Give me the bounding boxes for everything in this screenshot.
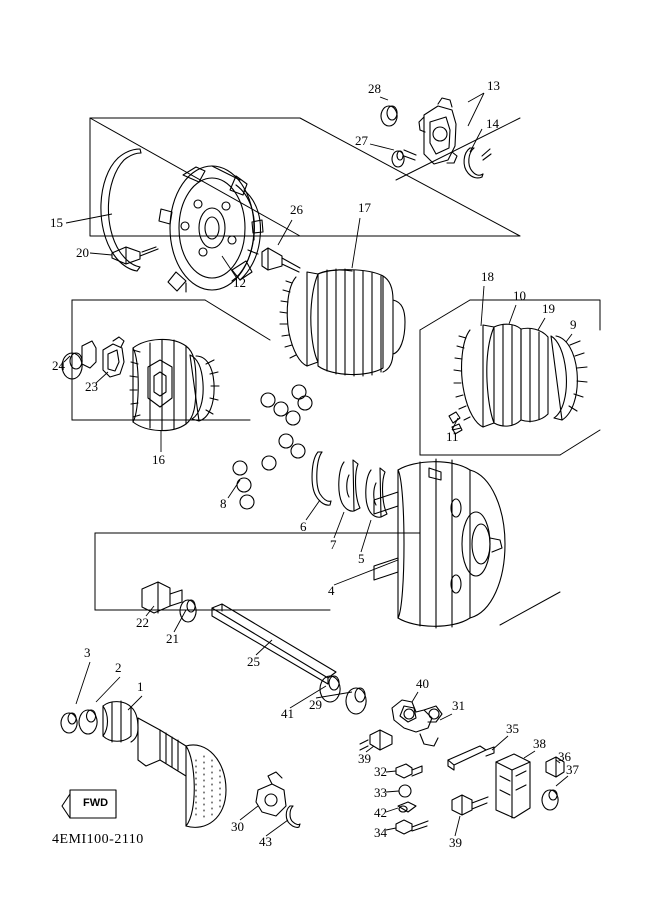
callout-39: 39	[358, 751, 371, 766]
callout-41: 41	[281, 706, 294, 721]
callout-8: 8	[220, 496, 227, 511]
callout-4: 4	[328, 583, 335, 598]
callout-38: 38	[533, 736, 546, 751]
callout-27: 27	[355, 133, 368, 148]
callout-16: 16	[152, 452, 165, 467]
callout-37: 37	[566, 762, 579, 777]
callout-24: 24	[52, 358, 65, 373]
callout-21: 21	[166, 631, 179, 646]
diagram-code: 4EMI100-2110	[52, 832, 144, 847]
callout-9: 9	[570, 317, 577, 332]
callout-25: 25	[247, 654, 260, 669]
callout-18: 18	[481, 269, 494, 284]
callout-3: 3	[84, 645, 91, 660]
callout-32: 32	[374, 764, 387, 779]
callout-23: 23	[85, 379, 98, 394]
fwd-direction-marker	[70, 790, 116, 818]
callout-26: 26	[290, 202, 303, 217]
callout-29: 29	[309, 697, 322, 712]
callout-5: 5	[358, 551, 365, 566]
callout-40: 40	[416, 676, 429, 691]
callout-15: 15	[50, 215, 63, 230]
callout-17: 17	[358, 200, 371, 215]
callout-2: 2	[115, 660, 122, 675]
callout-35: 35	[506, 721, 519, 736]
callout-39-lower: 39	[449, 835, 462, 850]
callout-7: 7	[330, 537, 337, 552]
callout-11: 11	[446, 429, 459, 444]
callout-12: 12	[233, 275, 246, 290]
callout-19: 19	[542, 301, 555, 316]
callout-28: 28	[368, 81, 381, 96]
callout-42: 42	[374, 805, 387, 820]
callout-43: 43	[259, 834, 272, 849]
callout-14: 14	[486, 116, 499, 131]
callout-36: 36	[558, 749, 571, 764]
callout-13: 13	[487, 78, 500, 93]
callout-30: 30	[231, 819, 244, 834]
fwd-label: FWD	[83, 797, 109, 809]
callout-20: 20	[76, 245, 89, 260]
callout-6: 6	[300, 519, 307, 534]
callout-22: 22	[136, 615, 149, 630]
callout-34: 34	[374, 825, 387, 840]
callout-33: 33	[374, 785, 387, 800]
callout-1: 1	[137, 679, 144, 694]
callout-10: 10	[513, 288, 526, 303]
callout-31: 31	[452, 698, 465, 713]
